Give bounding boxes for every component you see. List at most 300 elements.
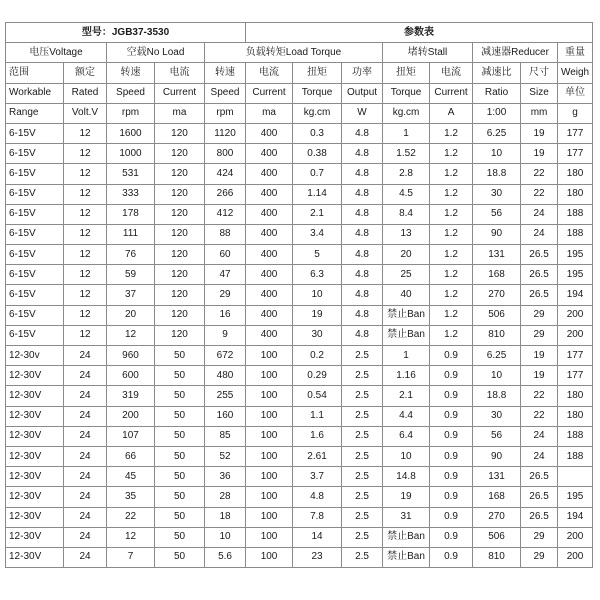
table-cell: 177 — [558, 366, 593, 386]
table-cell: 1.2 — [430, 204, 473, 224]
table-cell: 2.5 — [342, 346, 383, 366]
table-cell: 188 — [558, 204, 593, 224]
table-cell: 禁止Ban — [383, 325, 430, 345]
table-cell: 12 — [107, 527, 155, 547]
table-cell: Volt.V — [64, 103, 107, 123]
model-title: 型号：JGB37-3530 — [6, 23, 246, 43]
table-cell: 6.4 — [383, 426, 430, 446]
table-cell: Speed — [107, 83, 155, 103]
table-cell: 30 — [293, 325, 342, 345]
table-cell: 120 — [155, 123, 205, 143]
table-cell: 4.8 — [342, 164, 383, 184]
table-cell: 24 — [64, 507, 107, 527]
voltage-group-header: 电压Voltage — [6, 43, 107, 63]
table-cell: 24 — [64, 527, 107, 547]
table-cell: 24 — [64, 446, 107, 466]
header-row — [6, 83, 593, 103]
table-cell: 506 — [473, 527, 521, 547]
table-cell: 12 — [64, 245, 107, 265]
table-cell: 60 — [205, 245, 246, 265]
table-cell: Ratio — [473, 83, 521, 103]
table-cell: 尺寸 — [521, 63, 558, 83]
table-cell: 319 — [107, 386, 155, 406]
table-cell: 66 — [107, 446, 155, 466]
table-row — [6, 487, 593, 507]
table-cell: 52 — [205, 446, 246, 466]
table-cell: 200 — [558, 325, 593, 345]
table-cell: 电流 — [430, 63, 473, 83]
table-cell: 400 — [246, 224, 293, 244]
table-cell: 12 — [64, 204, 107, 224]
table-cell: 29 — [521, 547, 558, 567]
table-cell: 400 — [246, 245, 293, 265]
table-cell: 400 — [246, 265, 293, 285]
table-cell: 3.4 — [293, 224, 342, 244]
table-cell: 6.25 — [473, 346, 521, 366]
table-cell: 400 — [246, 144, 293, 164]
table-cell: 100 — [246, 446, 293, 466]
table-cell: 100 — [246, 467, 293, 487]
table-cell: 24 — [64, 366, 107, 386]
table-cell: Speed — [205, 83, 246, 103]
table-cell: 3.7 — [293, 467, 342, 487]
table-cell: 50 — [155, 467, 205, 487]
table-cell: 12 — [64, 305, 107, 325]
table-cell: 26.5 — [521, 245, 558, 265]
table-cell: 6-15V — [6, 204, 64, 224]
table-cell: 1000 — [107, 144, 155, 164]
table-cell: 1.6 — [293, 426, 342, 446]
table-cell: 2.1 — [383, 386, 430, 406]
table-cell: 1.52 — [383, 144, 430, 164]
table-cell: 88 — [205, 224, 246, 244]
table-cell: 6-15V — [6, 285, 64, 305]
table-cell: 8.4 — [383, 204, 430, 224]
table-cell: 810 — [473, 325, 521, 345]
table-cell: 180 — [558, 184, 593, 204]
table-cell: 672 — [205, 346, 246, 366]
table-cell: 6-15V — [6, 164, 64, 184]
table-cell: 24 — [64, 386, 107, 406]
table-cell: 2.5 — [342, 527, 383, 547]
table-cell: 4.8 — [342, 305, 383, 325]
table-cell: 50 — [155, 386, 205, 406]
table-cell: 19 — [521, 346, 558, 366]
table-cell: 50 — [155, 547, 205, 567]
table-cell: 400 — [246, 285, 293, 305]
table-cell: 100 — [246, 547, 293, 567]
table-cell: 6-15V — [6, 123, 64, 143]
table-cell: 1.2 — [430, 245, 473, 265]
table-cell: 0.9 — [430, 386, 473, 406]
table-cell: 1.2 — [430, 144, 473, 164]
table-cell: 功率 — [342, 63, 383, 83]
table-row — [6, 265, 593, 285]
table-cell: 120 — [155, 184, 205, 204]
table-cell: 2.1 — [293, 204, 342, 224]
table-cell: 2.5 — [342, 467, 383, 487]
table-row — [6, 305, 593, 325]
table-cell: 266 — [205, 184, 246, 204]
table-row — [6, 184, 593, 204]
table-cell: 100 — [246, 507, 293, 527]
table-cell: 0.9 — [430, 446, 473, 466]
load-torque-group-header: 负载转矩Load Torque — [205, 43, 383, 63]
table-row — [6, 164, 593, 184]
table-cell: 4.8 — [342, 265, 383, 285]
table-cell: 10 — [473, 366, 521, 386]
table-cell: 120 — [155, 204, 205, 224]
table-cell: 400 — [246, 204, 293, 224]
table-cell: 195 — [558, 245, 593, 265]
table-cell: 29 — [205, 285, 246, 305]
table-cell: 29 — [521, 305, 558, 325]
table-cell: 转速 — [107, 63, 155, 83]
table-cell: 12 — [64, 184, 107, 204]
table-cell: 1.16 — [383, 366, 430, 386]
table-cell: 50 — [155, 487, 205, 507]
table-cell: 24 — [64, 487, 107, 507]
table-cell: 扭矩 — [293, 63, 342, 83]
table-cell: 120 — [155, 144, 205, 164]
table-cell: Workable — [6, 83, 64, 103]
table-cell: 100 — [246, 527, 293, 547]
table-cell: 6-15V — [6, 245, 64, 265]
table-cell: 减速比 — [473, 63, 521, 83]
table-cell: 0.9 — [430, 346, 473, 366]
table-cell: ma — [155, 103, 205, 123]
table-cell: 转速 — [205, 63, 246, 83]
table-cell: 2.5 — [342, 507, 383, 527]
table-cell: 12-30v — [6, 346, 64, 366]
reducer-group-header: 减速器Reducer — [473, 43, 558, 63]
table-cell: 1.2 — [430, 224, 473, 244]
table-cell: 22 — [107, 507, 155, 527]
table-cell: 31 — [383, 507, 430, 527]
table-cell: 56 — [473, 426, 521, 446]
table-cell: 2.5 — [342, 366, 383, 386]
table-cell: 50 — [155, 346, 205, 366]
table-row — [6, 446, 593, 466]
table-cell: Current — [246, 83, 293, 103]
table-cell: 4.4 — [383, 406, 430, 426]
table-cell: 30 — [473, 184, 521, 204]
table-cell: 195 — [558, 265, 593, 285]
table-cell: 14 — [293, 527, 342, 547]
table-cell: 4.8 — [342, 325, 383, 345]
header-row — [6, 63, 593, 83]
table-cell: 22 — [521, 406, 558, 426]
table-cell: Current — [155, 83, 205, 103]
table-cell: 2.5 — [342, 547, 383, 567]
table-cell: 范围 — [6, 63, 64, 83]
table-cell: Range — [6, 103, 64, 123]
table-cell: 0.38 — [293, 144, 342, 164]
table-cell: 扭矩 — [383, 63, 430, 83]
table-cell: Weigh — [558, 63, 593, 83]
table-row — [6, 123, 593, 143]
table-cell: 412 — [205, 204, 246, 224]
table-cell: 18.8 — [473, 386, 521, 406]
table-cell: 19 — [521, 144, 558, 164]
table-cell: 480 — [205, 366, 246, 386]
table-cell: 6-15V — [6, 184, 64, 204]
table-cell: 0.3 — [293, 123, 342, 143]
table-cell: 56 — [473, 204, 521, 224]
table-cell: 100 — [246, 386, 293, 406]
table-cell: 10 — [383, 446, 430, 466]
table-cell: 29 — [521, 527, 558, 547]
table-cell: 18 — [205, 507, 246, 527]
weight-group-header: 重量 — [558, 43, 593, 63]
table-cell: 12-30V — [6, 527, 64, 547]
table-cell: 1.2 — [430, 285, 473, 305]
table-cell: 400 — [246, 305, 293, 325]
table-cell: ma — [246, 103, 293, 123]
table-cell: 26.5 — [521, 467, 558, 487]
table-cell: 0.9 — [430, 507, 473, 527]
table-cell: 50 — [155, 426, 205, 446]
table-cell: 12-30V — [6, 487, 64, 507]
table-row — [6, 204, 593, 224]
table-cell: 12 — [64, 265, 107, 285]
table-cell: 200 — [558, 305, 593, 325]
table-cell: 188 — [558, 426, 593, 446]
table-cell: 333 — [107, 184, 155, 204]
table-cell: 6.25 — [473, 123, 521, 143]
table-cell: 23 — [293, 547, 342, 567]
table-cell: 50 — [155, 446, 205, 466]
table-cell: 19 — [293, 305, 342, 325]
table-cell: 禁止Ban — [383, 305, 430, 325]
table-cell: 24 — [64, 467, 107, 487]
table-cell: 6-15V — [6, 325, 64, 345]
table-cell — [558, 467, 593, 487]
table-cell: 50 — [155, 406, 205, 426]
table-cell: 1.2 — [430, 265, 473, 285]
table-cell: 6-15V — [6, 265, 64, 285]
table-cell: 76 — [107, 245, 155, 265]
table-cell: 37 — [107, 285, 155, 305]
table-cell: Output — [342, 83, 383, 103]
table-cell: 13 — [383, 224, 430, 244]
table-cell: rpm — [107, 103, 155, 123]
table-cell: 531 — [107, 164, 155, 184]
table-cell: 0.7 — [293, 164, 342, 184]
table-cell: 7 — [107, 547, 155, 567]
table-cell: 600 — [107, 366, 155, 386]
table-cell: 120 — [155, 305, 205, 325]
table-cell: 30 — [473, 406, 521, 426]
table-cell: 2.5 — [342, 386, 383, 406]
table-cell: 47 — [205, 265, 246, 285]
table-cell: 400 — [246, 123, 293, 143]
table-cell: 131 — [473, 245, 521, 265]
table-cell: 120 — [155, 224, 205, 244]
table-cell: 4.5 — [383, 184, 430, 204]
table-cell: Current — [430, 83, 473, 103]
table-cell: 120 — [155, 164, 205, 184]
table-cell: Size — [521, 83, 558, 103]
table-row — [6, 285, 593, 305]
table-cell: 90 — [473, 446, 521, 466]
table-cell: 168 — [473, 487, 521, 507]
no-load-group-header: 空载No Load — [107, 43, 205, 63]
group-header-row — [6, 43, 593, 63]
table-cell: 2.5 — [342, 487, 383, 507]
table-cell: 24 — [521, 426, 558, 446]
table-cell: 4.8 — [342, 144, 383, 164]
header-row — [6, 103, 593, 123]
table-cell: 200 — [558, 527, 593, 547]
table-cell: 59 — [107, 265, 155, 285]
table-cell: 1.2 — [430, 123, 473, 143]
params-title: 参数表 — [246, 23, 593, 43]
table-cell: 120 — [155, 265, 205, 285]
table-cell: 22 — [521, 164, 558, 184]
table-cell: 0.9 — [430, 426, 473, 446]
table-cell: 26.5 — [521, 265, 558, 285]
table-cell: 7.8 — [293, 507, 342, 527]
table-cell: 12 — [64, 144, 107, 164]
table-cell: 12 — [64, 325, 107, 345]
table-cell: 22 — [521, 386, 558, 406]
table-cell: 85 — [205, 426, 246, 446]
table-cell: 168 — [473, 265, 521, 285]
table-cell: 270 — [473, 507, 521, 527]
table-cell: 90 — [473, 224, 521, 244]
table-cell: 5.6 — [205, 547, 246, 567]
table-cell: 12 — [64, 123, 107, 143]
table-cell: 50 — [155, 366, 205, 386]
table-cell: 0.29 — [293, 366, 342, 386]
table-cell: 424 — [205, 164, 246, 184]
table-cell: 40 — [383, 285, 430, 305]
table-cell: Torque — [293, 83, 342, 103]
table-cell: 100 — [246, 346, 293, 366]
table-cell: 12 — [64, 224, 107, 244]
table-cell: 1.2 — [430, 164, 473, 184]
table-row — [6, 467, 593, 487]
table-cell: 0.54 — [293, 386, 342, 406]
table-cell: 180 — [558, 164, 593, 184]
table-cell: 194 — [558, 507, 593, 527]
table-cell: 400 — [246, 184, 293, 204]
table-cell: 177 — [558, 346, 593, 366]
table-cell: W — [342, 103, 383, 123]
table-cell: 12-30V — [6, 426, 64, 446]
table-cell: 188 — [558, 446, 593, 466]
table-cell: 177 — [558, 123, 593, 143]
table-cell: 50 — [155, 507, 205, 527]
table-cell: 12-30V — [6, 366, 64, 386]
table-row — [6, 144, 593, 164]
table-row — [6, 507, 593, 527]
table-cell: 20 — [107, 305, 155, 325]
table-cell: 50 — [155, 527, 205, 547]
table-cell: 100 — [246, 426, 293, 446]
table-cell: 19 — [521, 123, 558, 143]
table-cell: 10 — [205, 527, 246, 547]
table-cell: kg.cm — [383, 103, 430, 123]
table-cell: 800 — [205, 144, 246, 164]
table-cell: 2.5 — [342, 446, 383, 466]
table-row — [6, 386, 593, 406]
table-cell: 1.14 — [293, 184, 342, 204]
table-cell: 400 — [246, 164, 293, 184]
table-row — [6, 224, 593, 244]
table-cell: 180 — [558, 406, 593, 426]
table-cell: 26.5 — [521, 285, 558, 305]
table-cell: 194 — [558, 285, 593, 305]
table-cell: 24 — [64, 346, 107, 366]
table-cell: 25 — [383, 265, 430, 285]
table-cell: 810 — [473, 547, 521, 567]
table-cell: 24 — [521, 224, 558, 244]
table-cell: 4.8 — [342, 204, 383, 224]
table-cell: 120 — [155, 285, 205, 305]
table-cell: 0.9 — [430, 467, 473, 487]
table-cell: 16 — [205, 305, 246, 325]
table-cell: 4.8 — [342, 285, 383, 305]
table-cell: 12 — [107, 325, 155, 345]
table-cell: 6-15V — [6, 305, 64, 325]
table-cell: 2.8 — [383, 164, 430, 184]
table-cell: A — [430, 103, 473, 123]
table-cell: 10 — [473, 144, 521, 164]
table-cell: 200 — [558, 547, 593, 567]
table-cell: 26.5 — [521, 507, 558, 527]
table-cell: 4.8 — [342, 184, 383, 204]
table-cell: 0.9 — [430, 547, 473, 567]
table-cell: 9 — [205, 325, 246, 345]
table-cell: 506 — [473, 305, 521, 325]
table-cell: 12-30V — [6, 467, 64, 487]
table-cell: 0.9 — [430, 366, 473, 386]
table-cell: 0.9 — [430, 406, 473, 426]
table-cell: 单位 — [558, 83, 593, 103]
table-cell: 100 — [246, 366, 293, 386]
table-cell: 12-30V — [6, 386, 64, 406]
table-cell: 额定 — [64, 63, 107, 83]
table-cell: 1.1 — [293, 406, 342, 426]
table-cell: 178 — [107, 204, 155, 224]
table-cell: 10 — [293, 285, 342, 305]
table-cell: 14.8 — [383, 467, 430, 487]
table-cell: 180 — [558, 386, 593, 406]
table-cell: 禁止Ban — [383, 547, 430, 567]
table-cell: 6-15V — [6, 224, 64, 244]
table-cell: 120 — [155, 245, 205, 265]
table-cell: Torque — [383, 83, 430, 103]
table-cell: 200 — [107, 406, 155, 426]
table-cell: 电流 — [155, 63, 205, 83]
table-cell: 1:00 — [473, 103, 521, 123]
table-row — [6, 406, 593, 426]
table-cell: 1.2 — [430, 184, 473, 204]
table-cell: 24 — [521, 204, 558, 224]
table-cell: 188 — [558, 224, 593, 244]
table-cell: 1 — [383, 346, 430, 366]
table-cell: 12-30V — [6, 446, 64, 466]
table-cell: 26.5 — [521, 487, 558, 507]
table-cell: 960 — [107, 346, 155, 366]
table-cell: 400 — [246, 325, 293, 345]
table-cell: 电流 — [246, 63, 293, 83]
table-cell: 28 — [205, 487, 246, 507]
table-cell: kg.cm — [293, 103, 342, 123]
title-row — [6, 23, 593, 43]
